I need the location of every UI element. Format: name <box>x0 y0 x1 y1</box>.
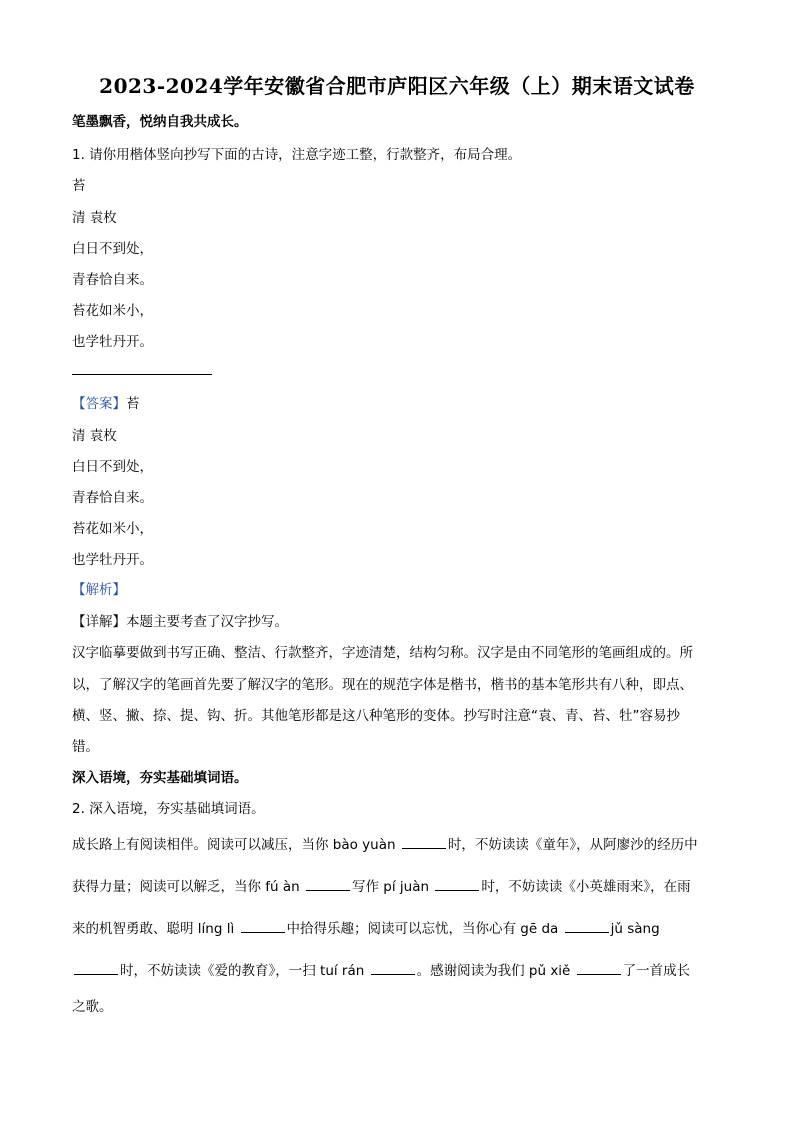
analysis-detail: 【详解】本题主要考查了汉字抄写。 <box>72 614 288 630</box>
answer-blank[interactable] <box>241 919 285 933</box>
fill-line-2 <box>72 875 691 895</box>
poem-line: 白日不到处， <box>72 241 153 257</box>
fill-text: 了一首成长 <box>622 963 691 979</box>
answer-blank[interactable] <box>577 961 621 975</box>
answer-label: 【答案】 <box>72 396 126 412</box>
section-heading-2: 深入语境，夯实基础填词语。 <box>72 770 248 786</box>
question-1-prompt: 1. 请你用楷体竖向抄写下面的古诗，注意字迹工整，行款整齐，布局合理。 <box>72 147 522 163</box>
poem-line: 也学牡丹开。 <box>72 334 153 350</box>
fill-text: jǔ sàng <box>610 921 660 937</box>
fill-line-5: 之歌。 <box>72 999 113 1015</box>
fill-text: 成长路上有阅读相伴。阅读可以减压，当你 bào yuàn <box>72 837 400 853</box>
answer-blank[interactable] <box>402 835 446 849</box>
answer-poem-line: 也学牡丹开。 <box>72 552 153 568</box>
answer-blank[interactable] <box>435 877 479 891</box>
fill-text: 时，不妨读读《爱的教育》，一扫 tuí rán <box>120 963 369 979</box>
fill-line-1 <box>72 833 698 853</box>
analysis-text-line: 汉字临摹要做到书写正确、整洁、行款整齐，字迹清楚，结构匀称。汉字是由不同笔形的笔画组成的。所 <box>72 645 693 661</box>
answer-blank[interactable] <box>371 961 415 975</box>
answer-first-line <box>72 392 140 412</box>
poem-line: 苔花如米小， <box>72 303 153 319</box>
question-2-prompt: 2. 深入语境，夯实基础填词语。 <box>72 801 265 817</box>
fill-text: 。感谢阅读为我们 pǔ xiě <box>416 963 575 979</box>
section-heading-1: 笔墨飘香，悦纳自我共成长。 <box>72 114 248 130</box>
poem-line: 苔 <box>72 178 86 194</box>
analysis-text-line: 以，了解汉字的笔画首先要了解汉字的笔形。现在的规范字体是楷书，楷书的基本笔形共有八种，即点、 <box>72 677 693 693</box>
fill-text: 来的机智勇敢、聪明 líng lì <box>72 921 239 937</box>
poem-line: 青春恰自来。 <box>72 272 153 288</box>
fill-line-3 <box>72 917 660 937</box>
fill-text: 写作 pí juàn <box>352 879 434 895</box>
answer-blank[interactable] <box>565 919 609 933</box>
answer-blank[interactable] <box>306 877 350 891</box>
fill-text: 时，不妨读读《小英雄雨来》，在雨 <box>481 879 691 895</box>
fill-text: 获得力量；阅读可以解乏，当你 fú àn <box>72 879 305 895</box>
analysis-text-line: 横、竖、撇、捺、提、钩、折。其他笔形都是这八种笔形的变体。抄写时注意“袁、青、苔、牡”容易抄 <box>72 708 680 724</box>
answer-poem-line: 苔花如米小， <box>72 521 153 537</box>
answer-rule <box>72 374 212 375</box>
fill-line-4 <box>72 959 690 979</box>
answer-poem-line: 白日不到处， <box>72 459 153 475</box>
analysis-label: 【解析】 <box>72 582 126 598</box>
poem-line: 清 袁枚 <box>72 210 117 226</box>
fill-text: 时，不妨读读《童年》，从阿廖沙的经历中 <box>447 837 698 853</box>
answer-poem-line: 青春恰自来。 <box>72 490 153 506</box>
analysis-text-line: 错。 <box>72 739 99 755</box>
answer-blank[interactable] <box>74 961 118 975</box>
answer-poem-line: 清 袁枚 <box>72 428 117 444</box>
fill-text: 中拾得乐趣；阅读可以忘忧，当你心有 gē da <box>286 921 563 937</box>
page-title: 2023-2024学年安徽省合肥市庐阳区六年级（上）期末语文试卷 <box>99 74 695 98</box>
answer-poem-line: 苔 <box>126 396 140 412</box>
